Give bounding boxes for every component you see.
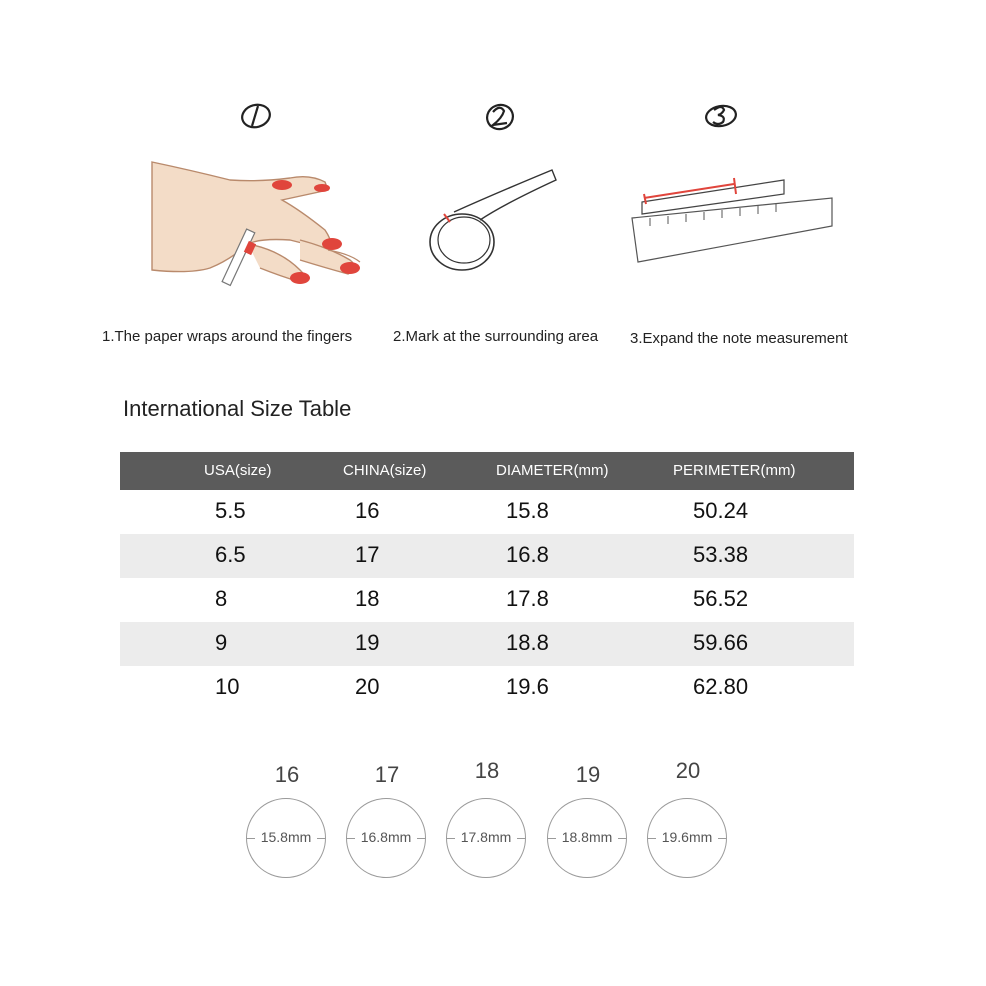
ring-diameter-label: 17.8mm — [460, 829, 512, 845]
cell-perimeter: 53.38 — [693, 542, 749, 567]
cell-china: 16 — [355, 498, 380, 523]
ring-item-20 — [643, 756, 733, 886]
cell-diameter: 18.8 — [506, 630, 549, 655]
cell-diameter: 15.8 — [506, 498, 549, 523]
cell-usa: 5.5 — [215, 498, 246, 523]
ring-size-label: 18 — [474, 758, 500, 783]
cell-china: 20 — [355, 674, 380, 699]
ring-circle — [446, 798, 526, 878]
cell-usa: 9 — [215, 630, 228, 655]
header-perimeter: PERIMETER(mm) — [673, 462, 796, 479]
step-number-2-icon — [480, 98, 520, 134]
table-row — [120, 622, 854, 666]
table-row — [120, 490, 854, 534]
step-3-label: 3.Expand the note measurement — [630, 326, 848, 352]
cell-diameter: 19.6 — [506, 674, 549, 699]
ring-size-guide — [0, 756, 986, 896]
step-number-3-icon — [700, 98, 740, 134]
ring-circle — [346, 798, 426, 878]
table-header — [120, 452, 854, 490]
cell-diameter: 16.8 — [506, 542, 549, 567]
cell-china: 18 — [355, 586, 380, 611]
cell-perimeter: 56.52 — [693, 586, 749, 611]
ring-diameter-label: 19.6mm — [661, 829, 713, 845]
cell-diameter: 17.8 — [506, 586, 549, 611]
hand-wrap-illustration — [150, 150, 375, 290]
ring-diameter-label: 18.8mm — [561, 829, 613, 845]
ring-size-label: 17 — [374, 762, 400, 787]
ring-size-label: 16 — [274, 762, 300, 787]
paper-loop-illustration — [424, 164, 564, 274]
cell-usa: 10 — [215, 674, 240, 699]
table-row — [120, 666, 854, 710]
ring-item-19 — [543, 756, 633, 886]
size-table-title: International Size Table — [123, 396, 352, 421]
cell-china: 17 — [355, 542, 380, 567]
ring-size-label: 20 — [675, 758, 701, 783]
step-1-label: 1.The paper wraps around the fingers — [102, 324, 352, 350]
ring-size-label: 19 — [575, 762, 601, 787]
cell-perimeter: 62.80 — [693, 674, 749, 699]
ring-item-17 — [342, 756, 432, 886]
cell-usa: 6.5 — [215, 542, 246, 567]
ring-diameter-label: 15.8mm — [260, 829, 312, 845]
ruler-measure-illustration — [628, 174, 836, 270]
cell-perimeter: 59.66 — [693, 630, 749, 655]
ring-item-16 — [242, 756, 332, 886]
header-usa-size: USA(size) — [204, 462, 272, 479]
table-row — [120, 578, 854, 622]
header-diameter: DIAMETER(mm) — [496, 462, 609, 479]
ring-circle — [547, 798, 627, 878]
cell-usa: 8 — [215, 586, 228, 611]
cell-perimeter: 50.24 — [693, 498, 749, 523]
cell-china: 19 — [355, 630, 380, 655]
step-number-1-icon — [236, 98, 276, 134]
ring-item-18 — [442, 756, 532, 886]
ring-circle — [647, 798, 727, 878]
ring-circle — [246, 798, 326, 878]
step-2-label: 2.Mark at the surrounding area — [393, 324, 598, 350]
header-china-size: CHINA(size) — [343, 462, 427, 479]
size-table — [120, 452, 854, 710]
table-row — [120, 534, 854, 578]
ring-diameter-label: 16.8mm — [360, 829, 412, 845]
